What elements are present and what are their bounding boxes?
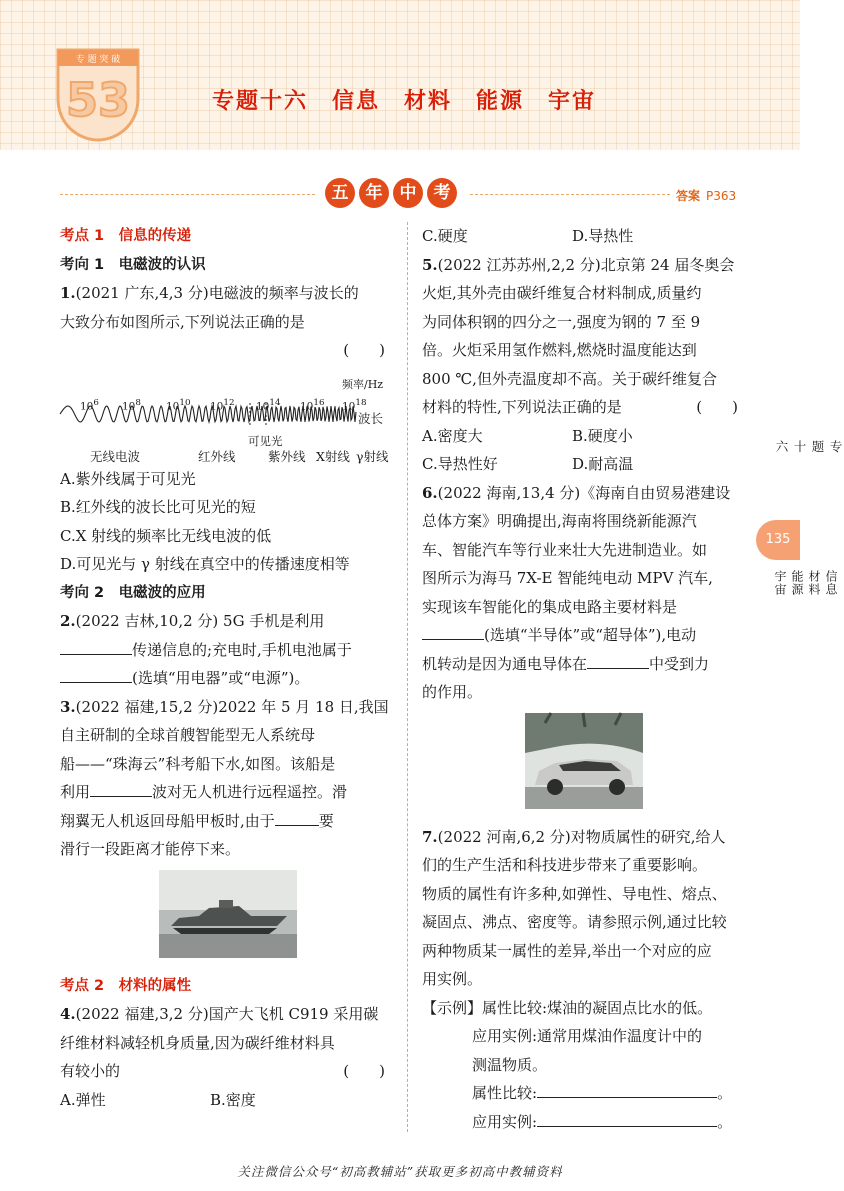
tick-label: $10^6$ — [80, 397, 99, 412]
answer-blank[interactable] — [275, 808, 319, 826]
answer-reference: 答案 P363 — [676, 189, 737, 203]
answer-paren: ( ) — [343, 1062, 385, 1080]
question-2: 2.(2022 吉林,10,2 分) 5G 手机是利用 传递信息的;充电时,手机电池属于 (选填“用电器”或“电源”)。 — [60, 612, 352, 687]
option: C.硬度 — [422, 227, 468, 245]
option: A.弹性 — [60, 1090, 106, 1109]
option: B.红外线的波长比可见光的短 — [60, 498, 256, 516]
svg-text:53: 53 — [65, 73, 131, 127]
tick-label: $10^{12}$ — [210, 397, 235, 412]
page-title: 专题十六 信息 材料 能源 宇宙 — [212, 89, 597, 114]
header-banner — [0, 0, 800, 150]
tick-label: $10^8$ — [122, 397, 141, 412]
band-label: 紫外线 — [268, 448, 306, 464]
answer-blank[interactable] — [587, 651, 649, 669]
divider-left — [60, 194, 315, 195]
property-answer-field[interactable] — [537, 1080, 717, 1098]
option: C.X 射线的频率比无线电波的低 — [60, 526, 272, 545]
application-answer-field[interactable] — [537, 1109, 717, 1127]
tick-label: $10^{14}$ — [256, 397, 281, 412]
tick-label: $10^{10}$ — [166, 397, 191, 412]
band-label: 无线电波 — [90, 448, 141, 464]
wavelength-label: 波长 — [358, 410, 384, 426]
question-5: 5.(2022 江苏苏州,2,2 分)北京第 24 届冬奥会 火炬,其外壳由碳纤维复合材料制成,质量约 为同体积钢的四分之一,强度为钢的 7 至 9 倍。火炬采用氢作燃料,燃烧时温度能达到 800 ℃,但外壳温度却不高。关于碳纤维复合 材料的特性,下列说法正确的是 ( ) A.密度大 B.硬度小 C.导热性好 D.耐高温 — [422, 251, 746, 479]
option: A.密度大 — [422, 426, 483, 445]
question-4: 4.(2022 福建,3,2 分)国产大飞机 C919 采用碳 纤维材料减轻机身质量,因为碳纤维材料具 有较小的 ( ) A.弹性 B.密度 — [60, 1000, 395, 1114]
question-7: 7.(2022 河南,6,2 分)对物质属性的研究,给人 们的生产生活和科技进步带来了重要影响。 物质的属性有许多种,如弹性、导电性、熔点、 凝固点、沸点、密度等。请参照示例,通过比较 两种物质某一属性的差异,举出一个对应的应 用实例。 【示例】属性比较:煤油的凝固点比水的低。 应用实例:通常用煤油作温度计中的 测温物质。 属性比较: 。 应用实例: 。 — [422, 827, 733, 1131]
ship-photo — [159, 870, 297, 958]
footer-note: 关注微信公众号“初高教辅站”获取更多初高中教辅资料 — [237, 1164, 563, 1179]
svg-text:专 题 突 破: 专 题 突 破 — [75, 55, 121, 65]
question-1: 1.(2021 广东,4,3 分)电磁波的频率与波长的 大致分布如图所示,下列说法正确的是 ( ) 频率/Hz $10^6$ $10^8$ $10^{10}$ $10^{12}$ $10^{14}$ $10^{16}$ $10^{18}$ 波长 可见光 无线电波 红外线 紫外线 X射线 γ射线 A.紫外线属于可见光 B.红外线的波长比可见光的短 C.X 射线的频率比无线电波的低 D.可见光与 γ 射线在真空中的传播速度相等 — [60, 279, 395, 579]
right-column — [422, 222, 746, 1136]
option: C.导热性好 — [422, 455, 498, 473]
visible-light-label: 可见光 — [248, 433, 283, 448]
kaodian-1-heading: 考点 1 信息的传递 — [60, 228, 192, 244]
option: D.导热性 — [572, 227, 634, 245]
band-label: γ射线 — [356, 448, 389, 464]
question-6: 6.(2022 海南,13,4 分)《海南自由贸易港建设 总体方案》明确提出,海南将围绕新能源汽 车、智能汽车等行业来壮大先进制造业。如 图所示为海马 7X-E 智能纯电动 MPV 汽车, 实现该车智能化的集成电路主要材料是 (选填“半导体”或“超导体”),电动 机转动是因为通电导体在 中受到力 的作用。 — [422, 479, 746, 809]
frequency-unit: 频率/Hz — [342, 377, 384, 391]
option: B.硬度小 — [572, 426, 633, 445]
badge-char: 中 — [393, 178, 423, 208]
car-photo — [525, 713, 643, 809]
option: D.耐高温 — [572, 455, 634, 473]
option: A.紫外线属于可见光 — [60, 469, 196, 488]
kaoxiang-1-heading: 考向 1 电磁波的认识 — [60, 256, 206, 273]
side-topic: 专题十六 — [774, 440, 843, 454]
badge-char: 年 — [359, 178, 389, 208]
page-number: 135 — [756, 520, 800, 560]
kaoxiang-2-heading: 考向 2 电磁波的应用 — [60, 584, 206, 601]
answer-paren: ( ) — [696, 398, 738, 416]
section-badge — [325, 178, 457, 208]
badge-char: 考 — [427, 178, 457, 208]
side-subtitle: 信息 材料 能源 宇宙 — [773, 570, 838, 609]
answer-blank[interactable] — [90, 779, 152, 797]
wave-line — [60, 406, 356, 422]
answer-blank[interactable] — [422, 622, 484, 640]
answer-blank[interactable] — [60, 665, 132, 683]
option: B.密度 — [210, 1090, 256, 1109]
divider-right — [470, 194, 670, 195]
option: D.可见光与 γ 射线在真空中的传播速度相等 — [60, 555, 350, 573]
left-column — [60, 222, 395, 1114]
tick-label: $10^{16}$ — [300, 397, 325, 412]
band-label: X射线 — [316, 448, 350, 464]
badge-char: 五 — [325, 178, 355, 208]
em-spectrum-figure — [60, 369, 390, 464]
column-divider — [407, 222, 408, 1132]
wave-graphic — [60, 403, 360, 425]
logo-53-icon — [52, 36, 144, 144]
question-3: 3.(2022 福建,15,2 分)2022 年 5 月 18 日,我国 自主研制的全球首艘智能型无人系统母 船——“珠海云”科考船下水,如图。该船是 利用 波对无人机进行远程遥控。滑 翔翼无人机返回母船甲板时,由于 要 滑行一段距离才能停下来。 — [60, 693, 395, 958]
answer-paren: ( ) — [343, 341, 385, 359]
band-label: 红外线 — [198, 448, 236, 464]
answer-blank[interactable] — [60, 637, 132, 655]
kaodian-2-heading: 考点 2 材料的属性 — [60, 977, 192, 994]
tick-label: $10^{18}$ — [342, 397, 367, 412]
